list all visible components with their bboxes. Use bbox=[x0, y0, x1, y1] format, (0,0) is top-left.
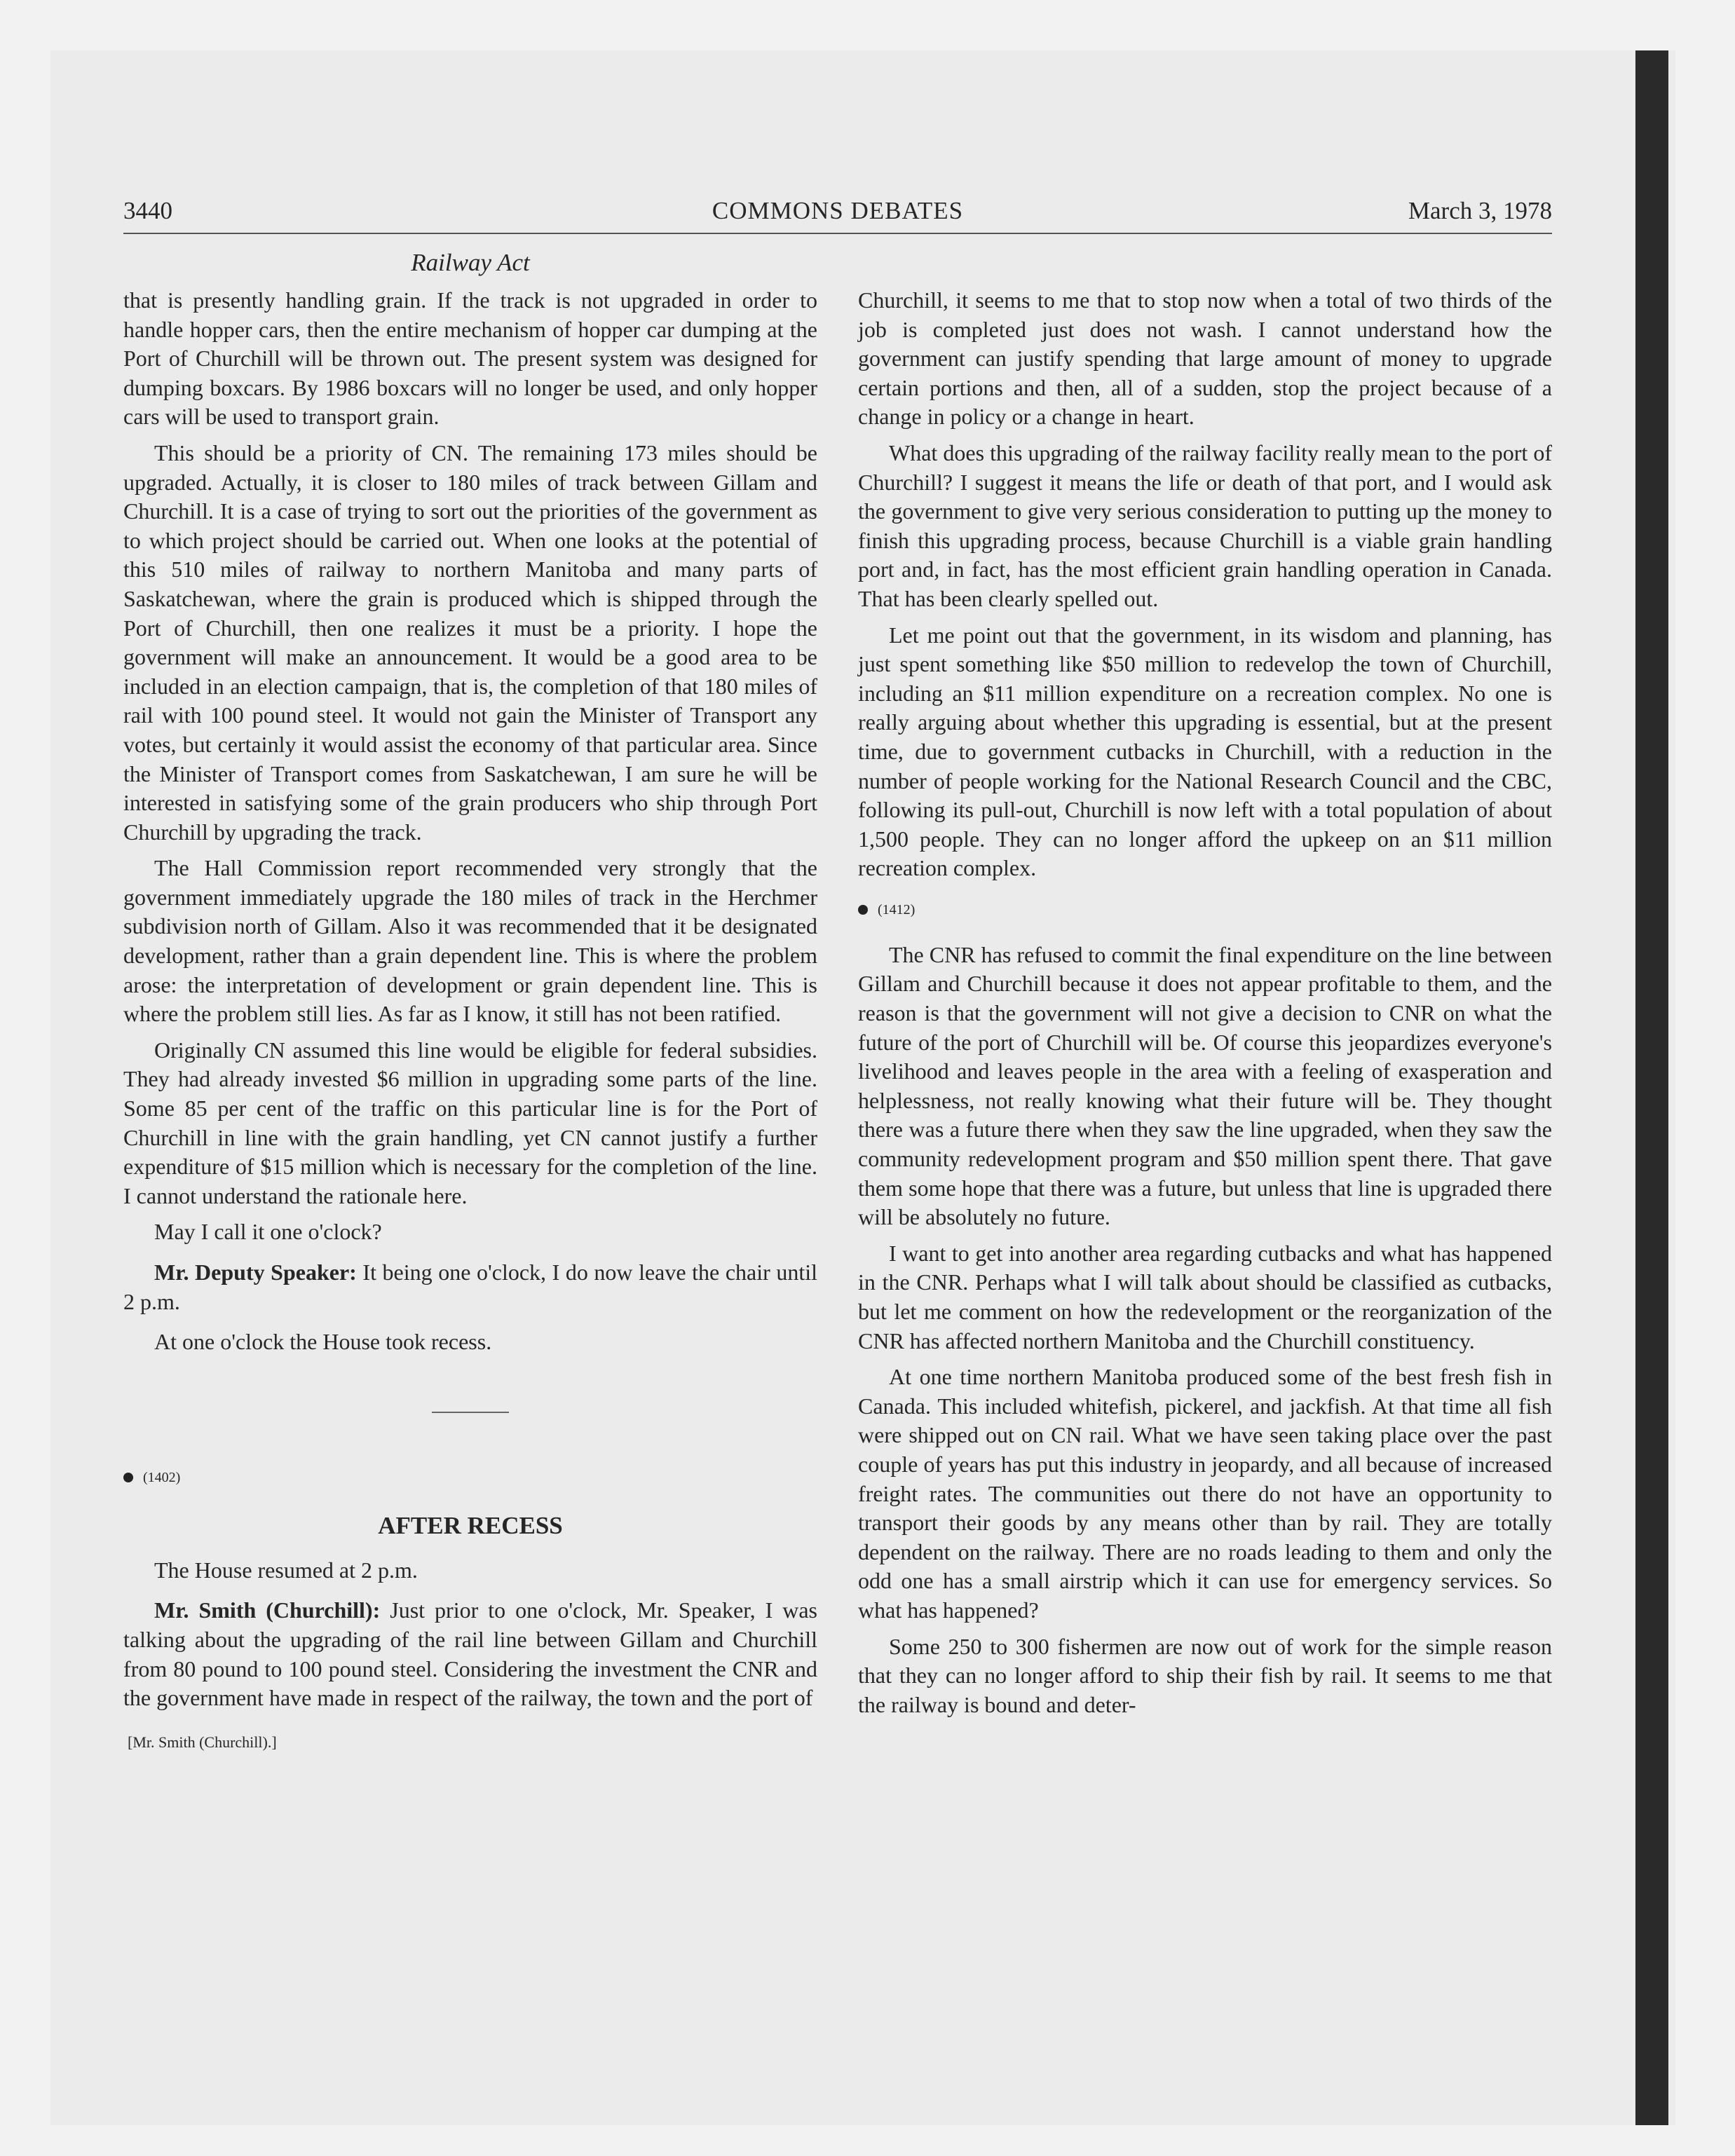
bullet-icon bbox=[123, 1473, 133, 1482]
paragraph: I want to get into another area regarding cutbacks and what has happened in the CNR. Perhaps what I will talk about should be classified as cutbacks, but let me comment on how the redevelopment or the reorganization of the CNR has affected northern Manitoba and the Churchill constituency. bbox=[858, 1240, 1552, 1353]
right-column bbox=[858, 286, 1552, 1726]
paragraph: What does this upgrading of the railway facility really mean to the port of Churchill? I suggest it means the life or death of that port, and I would ask the government to give very serious consideration to putting up the money to finish this upgrading process, because Churchill is a viable grain handling port and, in fact, has the most efficient grain handling operation in Canada. That has been clearly spelled out. bbox=[858, 439, 1552, 611]
speech-paragraph bbox=[123, 1258, 817, 1316]
bullet-icon bbox=[858, 905, 868, 915]
paragraph: The House resumed at 2 p.m. bbox=[154, 1557, 418, 1583]
page-header bbox=[123, 191, 1552, 234]
section-heading: AFTER RECESS bbox=[378, 1511, 563, 1539]
speech-text: It being one o'clock, I do now leave the chair until 2 p.m. bbox=[123, 1260, 818, 1314]
speaker-footer: [Mr. Smith (Churchill).] bbox=[128, 1733, 277, 1751]
time-marker bbox=[858, 896, 1552, 924]
paragraph: This should be a priority of CN. The remaining 173 miles should be upgraded. Actually, it is closer to 180 miles of track between Gillam and Churchill. It is a case of trying to sort out the priorities of the government as to which project should be carried out. When one looks at the potential of this 510 miles of railway to northern Manitoba and many parts of Saskatchewan, where the grain is produced which is shipped through the Port of Churchill, then one realizes it must be a priority. I hope the government will make an announcement. It would be a good area to be included in an election campaign, that is, the completion of that 180 miles of rail with 100 pound steel. It would not gain the Minister of Transport any votes, but certainly it would assist the economy of that particular area. Since the Minister of Transport comes from Saskatchewan, I am sure he will be interested in satisfying some of the grain producers who ship through Port Churchill by upgrading the track. bbox=[123, 439, 817, 845]
page-number: 3440 bbox=[123, 197, 172, 224]
publication-title: COMMONS DEBATES bbox=[712, 197, 964, 224]
paragraph: Originally CN assumed this line would be eligible for federal subsidies. They had already invested $6 million in upgrading some parts of the line. Some 85 per cent of the traffic on this particular line is for the Port of Churchill in line with the grain handling, yet CN cannot justify a further expenditure of $15 million which is necessary for the completion of the line. I cannot understand the rationale here. bbox=[123, 1037, 817, 1208]
speaker-name: Mr. Smith (Churchill): bbox=[154, 1597, 381, 1623]
speech-paragraph bbox=[123, 1596, 817, 1712]
paragraph: Churchill, it seems to me that to stop now when a total of two thirds of the job is completed just does not wash. I cannot understand how the government can justify spending that large amount of money to upgrade certain portions and then, all of a sudden, stop the project because of a change in policy or a change in heart. bbox=[858, 287, 1552, 430]
scan-edge bbox=[1635, 50, 1668, 2125]
paragraph: The CNR has refused to commit the final expenditure on the line between Gillam and Churchill because it does not appear profitable to them, and the reason is that the government will not give a decision to CNR on what the future of the port of Churchill will be. Of course this jeopardizes everyone's livelihood and leaves people in the area with a feeling of exasperation and helplessness, not really knowing what their future will be. They thought there was a future there when they saw the line upgraded, when they saw the community redevelopment program and $50 million spent there. That gave them some hope that there was a future, but unless that line is upgraded there will be absolutely no future. bbox=[858, 941, 1552, 1230]
paragraph: The Hall Commission report recommended very strongly that the government immediately upgrade the 180 miles of track in the Herchmer subdivision north of Gillam. Also it was recommended that it be designated development, rather than a grain dependent line. This is where the problem arose: the interpretation of development or grain dependent line. This is where the problem still lies. As far as I know, it still has not been ratified. bbox=[123, 855, 817, 1027]
speaker-name: Mr. Deputy Speaker: bbox=[154, 1260, 357, 1285]
time-marker-label: (1412) bbox=[878, 901, 916, 917]
section-divider bbox=[432, 1412, 509, 1413]
time-marker bbox=[123, 1464, 817, 1492]
paragraph: At one time northern Manitoba produced some of the best fresh fish in Canada. This included whitefish, pickerel, and jackfish. At that time all fish were shipped out on CN rail. What we have seen taking place over the past couple of years has put this industry in jeopardy, and all because of increased freight rates. The communities out there do not have an opportunity to transport their goods by any means other than by rail. They are totally dependent on the railway. There are no roads leading to them and only the odd one has a small airstrip which it can use for emergency services. So what has happened? bbox=[858, 1364, 1552, 1623]
paragraph: At one o'clock the House took recess. bbox=[154, 1329, 492, 1355]
left-column bbox=[123, 286, 817, 1755]
paragraph: Let me point out that the government, in its wisdom and planning, has just spent something like $50 million to redevelop the town of Churchill, including an $11 million expenditure on a recreation complex. No one is really arguing about whether this upgrading is essential, but at the present time, due to government cutbacks in Churchill, with a reduction in the number of people working for the National Research Council and the CBC, following its pull-out, Churchill is now left with a total population of about 1,500 people. They can no longer afford the upkeep on an $11 million recreation complex. bbox=[858, 622, 1552, 881]
time-marker-label: (1402) bbox=[143, 1469, 181, 1485]
page-date: March 3, 1978 bbox=[1408, 197, 1552, 224]
paragraph: May I call it one o'clock? bbox=[154, 1219, 382, 1245]
speech-text: Just prior to one o'clock, Mr. Speaker, I was talking about the upgrading of the rail line between Gillam and Churchill from 80 pound to 100 pound steel. Considering the investment the CNR and the government have made in respect of the railway, the town and the port of bbox=[123, 1597, 818, 1711]
running-subject: Railway Act bbox=[411, 249, 530, 276]
paragraph: Some 250 to 300 fishermen are now out of work for the simple reason that they can no longer afford to ship their fish by rail. It seems to me that the railway is bound and deter- bbox=[858, 1633, 1552, 1717]
paragraph: that is presently handling grain. If the track is not upgraded in order to handle hopper cars, then the entire mechanism of hopper car dumping at the Port of Churchill will be thrown out. The present system was designed for dumping boxcars. By 1986 boxcars will no longer be used, and only hopper cars will be used to transport grain. bbox=[123, 287, 817, 430]
